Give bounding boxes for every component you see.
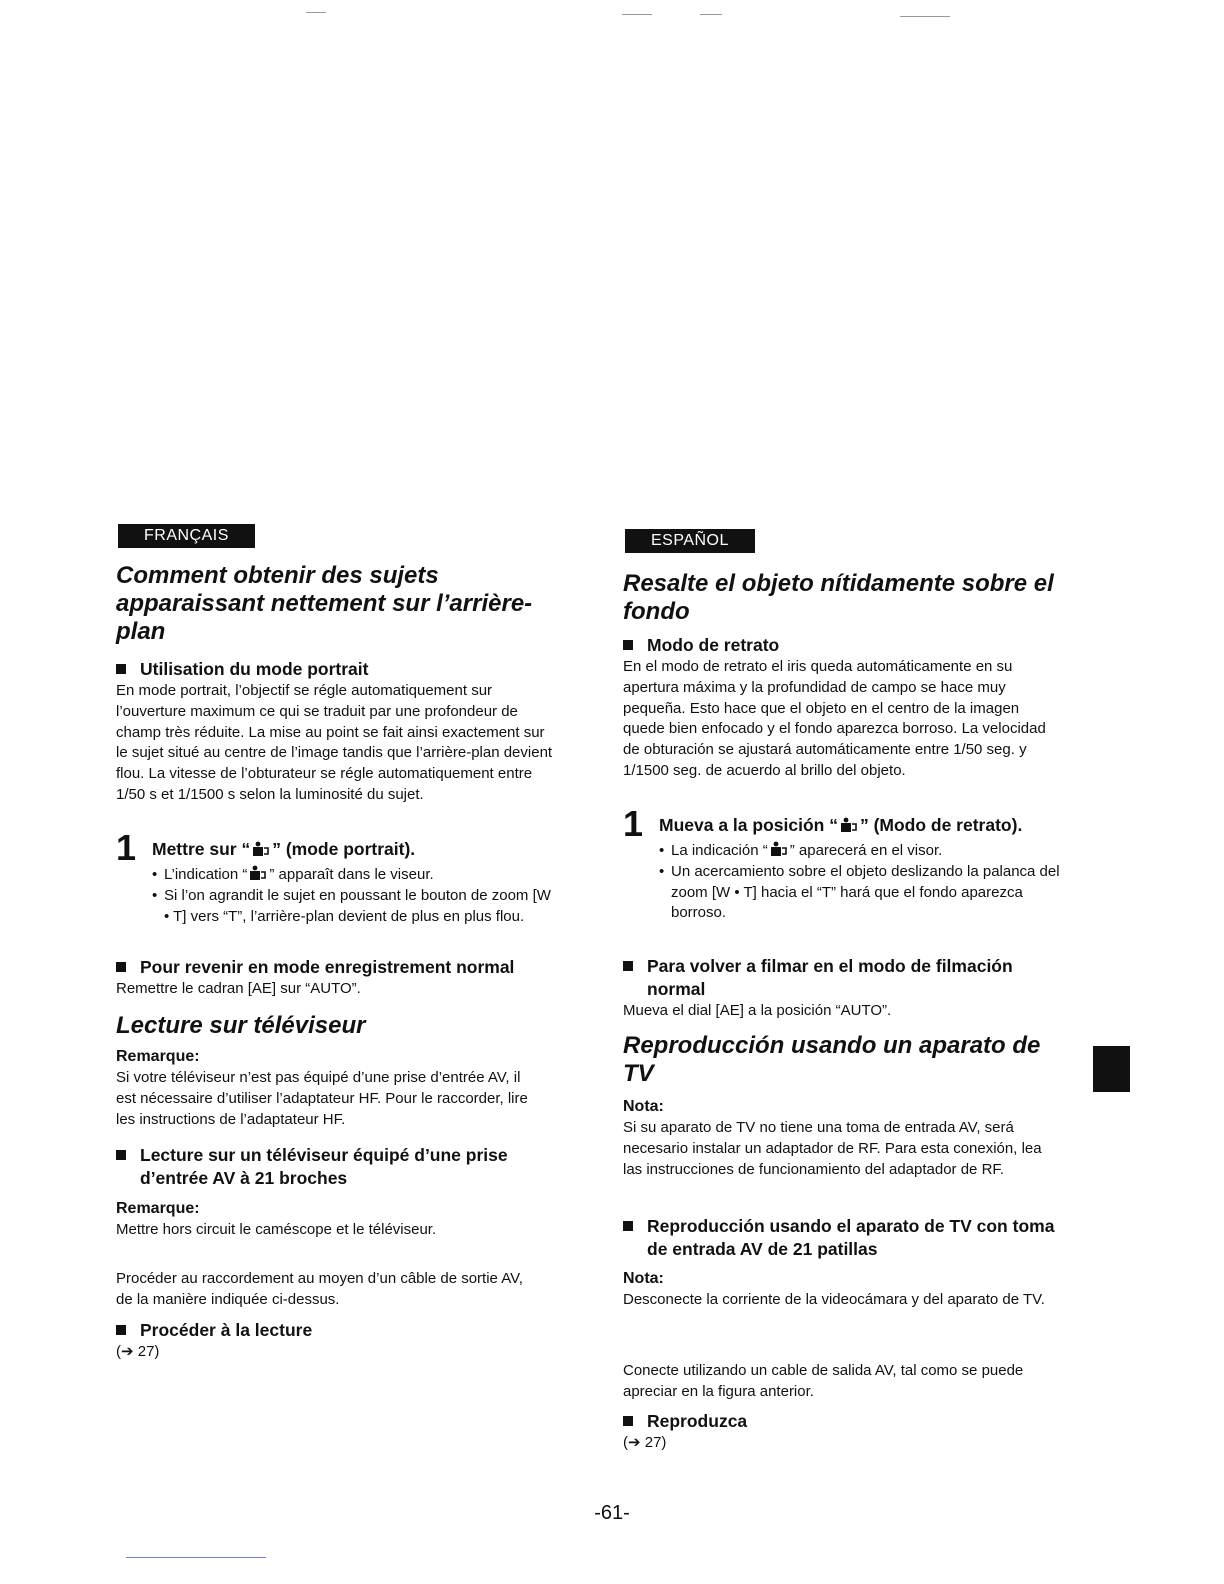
bullet-item: • Si l’on agrandit le sujet en poussant le bouton de zoom [W • T] vers “T”, l’arrière-plan devient de plus en plus flou. [152, 886, 556, 928]
language-tab-french: FRANÇAIS [118, 524, 255, 548]
body-paragraph: Remettre le cadran [AE] sur “AUTO”. [116, 980, 361, 997]
portrait-mode-section [623, 634, 1063, 782]
subheading-text: Reproducción usando el aparato de TV con toma de entrada AV de 21 patillas [647, 1216, 1055, 1259]
bullet-item: • L’indication “ ” apparaît dans le viseur. [152, 865, 556, 886]
remark-text: Si votre téléviseur n’est pas équipé d’une prise d’entrée AV, il est nécessaire d’utiliser l’adaptateur HF. Pour le raccorder, lire les instructions de l’adaptateur HF. [116, 1069, 528, 1128]
page-reference: (➔ 27) [116, 1343, 160, 1360]
step-1 [623, 803, 1063, 924]
subheading-text: Modo de retrato [647, 635, 780, 655]
subheading [116, 1144, 556, 1190]
remark-label: Nota: [623, 1098, 664, 1115]
body-paragraph: En mode portrait, l’objectif se régle automatiquement sur l’ouverture maximum ce qui se traduit par une profondeur de champ très réduite. La mise au point se fait ainsi exactement sur le sujet situé au centre de l’image tandis que l’arrière-plan devient flou. La vitesse de l’obturateur se régle automatiquement entre 1/50 s et 1/1500 s selon la luminosité du sujet. [116, 682, 553, 803]
page-number: -61- [594, 1502, 630, 1524]
connection-paragraph: Conecte utilizando un cable de salida AV, tal como se puede apreciar en la figura anterior. [623, 1362, 1024, 1400]
square-bullet-icon [116, 664, 126, 674]
remark-label: Remarque: [116, 1048, 200, 1065]
section-heading: Comment obtenir des sujets apparaissant nettement sur l’arrière-plan [116, 562, 533, 645]
french-column [116, 0, 556, 1360]
return-normal-section [623, 955, 1053, 1022]
language-tab-spanish: ESPAÑOL [625, 529, 755, 553]
subheading [623, 1410, 1063, 1433]
square-bullet-icon [623, 640, 633, 650]
playback-section [116, 1319, 556, 1363]
remark-label: Remarque: [116, 1200, 200, 1217]
portrait-mode-icon [770, 841, 788, 857]
return-normal-section [116, 956, 556, 1000]
page-reference: (➔ 27) [623, 1434, 667, 1451]
chapter-edge-marker [1093, 1046, 1130, 1092]
subheading [116, 1319, 556, 1342]
portrait-mode-icon [249, 865, 267, 881]
subheading-text: Reproduzca [647, 1411, 748, 1431]
square-bullet-icon [116, 1325, 126, 1335]
square-bullet-icon [623, 1221, 633, 1231]
av-input-section [116, 1144, 556, 1190]
remark-block [116, 1046, 536, 1130]
step-1 [116, 827, 556, 927]
playback-section [623, 1410, 1063, 1454]
square-bullet-icon [623, 961, 633, 971]
subheading [623, 634, 1063, 657]
step-text: Mueva a la posición “ ” (Modo de retrato). [659, 815, 1023, 835]
remark-text: Mettre hors circuit le caméscope et le téléviseur. [116, 1221, 437, 1238]
remark-block [116, 1198, 536, 1241]
remark-text: Si su aparato de TV no tiene una toma de entrada AV, será necesario instalar un adaptador de RF. Para esta conexión, lea las instrucciones de funcionamiento del adaptador de RF. [623, 1119, 1042, 1178]
portrait-mode-icon [840, 817, 858, 833]
subheading [116, 956, 556, 979]
portrait-mode-section [116, 658, 556, 806]
section-heading: Lecture sur téléviseur [116, 1012, 366, 1039]
body-paragraph: En el modo de retrato el iris queda automáticamente en su apertura máxima y la profundidad de campo se hace muy pequeña. Esto hace que el objeto en el centro de la imagen quede bien enfocado y el fondo aparezca borroso. La velocidad de obturación se ajustará automáticamente entre 1/50 seg. y 1/1500 seg. de acuerdo al brillo del objeto. [623, 658, 1046, 779]
step-number: 1 [116, 827, 137, 868]
remark-block [623, 1268, 1048, 1311]
step-text: Mettre sur “ ” (mode portrait). [152, 839, 416, 859]
av-input-section [623, 1215, 1063, 1261]
footer-rule [126, 1557, 266, 1558]
subheading [623, 1215, 1063, 1261]
remark-text: Desconecte la corriente de la videocámara y del aparato de TV. [623, 1291, 1045, 1308]
subheading-text: Procéder à la lecture [140, 1320, 313, 1340]
spanish-column [623, 0, 1063, 1451]
subheading-text: Pour revenir en mode enregistrement normal [140, 957, 515, 977]
portrait-mode-icon [252, 841, 270, 857]
subheading-text: Utilisation du mode portrait [140, 659, 369, 679]
subheading-text: Para volver a filmar en el modo de filmación normal [647, 956, 1013, 999]
section-heading: Resalte el objeto nítidamente sobre el fondo [623, 570, 1054, 625]
subheading-text: Lecture sur un téléviseur équipé d’une prise d’entrée AV à 21 broches [140, 1145, 508, 1188]
remark-block [623, 1096, 1043, 1180]
subheading [623, 955, 1053, 1001]
step-number: 1 [623, 803, 644, 844]
connection-paragraph: Procéder au raccordement au moyen d’un câble de sortie AV, de la manière indiquée ci-dessus. [116, 1270, 523, 1308]
body-paragraph: Mueva el dial [AE] a la posición “AUTO”. [623, 1002, 892, 1019]
square-bullet-icon [116, 962, 126, 972]
square-bullet-icon [116, 1150, 126, 1160]
bullet-item: • La indicación “ ” aparecerá en el visor. [659, 841, 1063, 862]
subheading [116, 658, 556, 681]
section-heading: Reproducción usando un aparato de TV [623, 1032, 1041, 1087]
bullet-item: • Un acercamiento sobre el objeto deslizando la palanca del zoom [W • T] hacia el “T” hará que el fondo aparezca borroso. [659, 862, 1063, 924]
square-bullet-icon [623, 1416, 633, 1426]
remark-label: Nota: [623, 1270, 664, 1287]
